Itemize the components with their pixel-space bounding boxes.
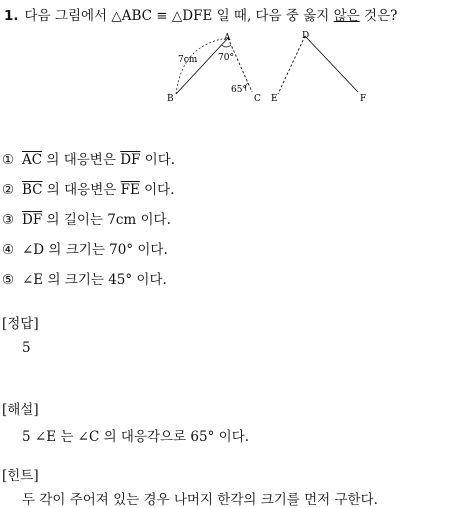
label-f: F bbox=[360, 94, 367, 104]
triangle-figure bbox=[160, 30, 380, 110]
choice-text: 의 대응변은 bbox=[42, 182, 121, 198]
choice-text: ∠D 의 크기는 70° 이다. bbox=[22, 242, 168, 258]
segment-name: $\overline{DF}$ bbox=[120, 152, 141, 168]
label-angle-a: 70° bbox=[218, 53, 234, 63]
choice-1[interactable] bbox=[2, 148, 175, 168]
side-df bbox=[305, 36, 358, 92]
choice-2[interactable] bbox=[2, 178, 175, 198]
choice-number: ⑤ bbox=[2, 272, 15, 288]
explanation-label: [해설] bbox=[2, 402, 39, 418]
question-text: 다음 그림에서 △ABC ≡ △DFE 일 때, 다음 중 옳지 bbox=[24, 8, 334, 24]
label-b: B bbox=[167, 94, 174, 104]
segment-name: $\overline{BC}$ bbox=[22, 182, 43, 198]
label-d: D bbox=[302, 31, 310, 41]
choice-text: 의 길이는 7cm 이다. bbox=[42, 212, 171, 228]
choice-text: ∠E 의 크기는 45° 이다. bbox=[22, 272, 167, 288]
explanation-text: 5 ∠E 는 ∠C 의 대응각으로 65° 이다. bbox=[22, 429, 250, 445]
label-angle-c: 65° bbox=[231, 85, 247, 95]
question-text-end: 것은? bbox=[359, 8, 398, 24]
question-number: 1. bbox=[4, 8, 19, 24]
choice-number: ④ bbox=[2, 242, 15, 258]
label-e: E bbox=[271, 94, 278, 104]
answer-label: [정답] bbox=[2, 316, 39, 332]
label-side-ab: 7cm bbox=[178, 55, 198, 65]
choice-4[interactable] bbox=[2, 238, 168, 258]
choice-number: ② bbox=[2, 182, 15, 198]
hint-label: [힌트] bbox=[2, 468, 39, 484]
choice-3[interactable] bbox=[2, 208, 171, 228]
segment-name: $\overline{FE}$ bbox=[120, 182, 140, 198]
choice-text: 의 대응변은 bbox=[42, 152, 121, 168]
angle-a-arc bbox=[222, 45, 231, 47]
question-stem bbox=[4, 4, 456, 24]
choice-5[interactable] bbox=[2, 268, 167, 288]
triangle-diagram bbox=[160, 30, 380, 110]
answer-value: 5 bbox=[22, 340, 31, 356]
label-a: A bbox=[224, 33, 231, 43]
side-de bbox=[278, 36, 305, 94]
choice-text: 이다. bbox=[139, 182, 175, 198]
label-c: C bbox=[254, 94, 261, 104]
choice-text: 이다. bbox=[140, 152, 176, 168]
segment-name: $\overline{DF}$ bbox=[22, 212, 43, 228]
choice-number: ③ bbox=[2, 212, 15, 228]
side-ac bbox=[228, 38, 252, 92]
question-emphasis: 않은 bbox=[333, 8, 360, 24]
hint-text: 두 각이 주어져 있는 경우 나머지 한각의 크기를 먼저 구한다. bbox=[22, 492, 378, 508]
choice-number: ① bbox=[2, 152, 15, 168]
segment-name: $\overline{AC}$ bbox=[22, 152, 43, 168]
